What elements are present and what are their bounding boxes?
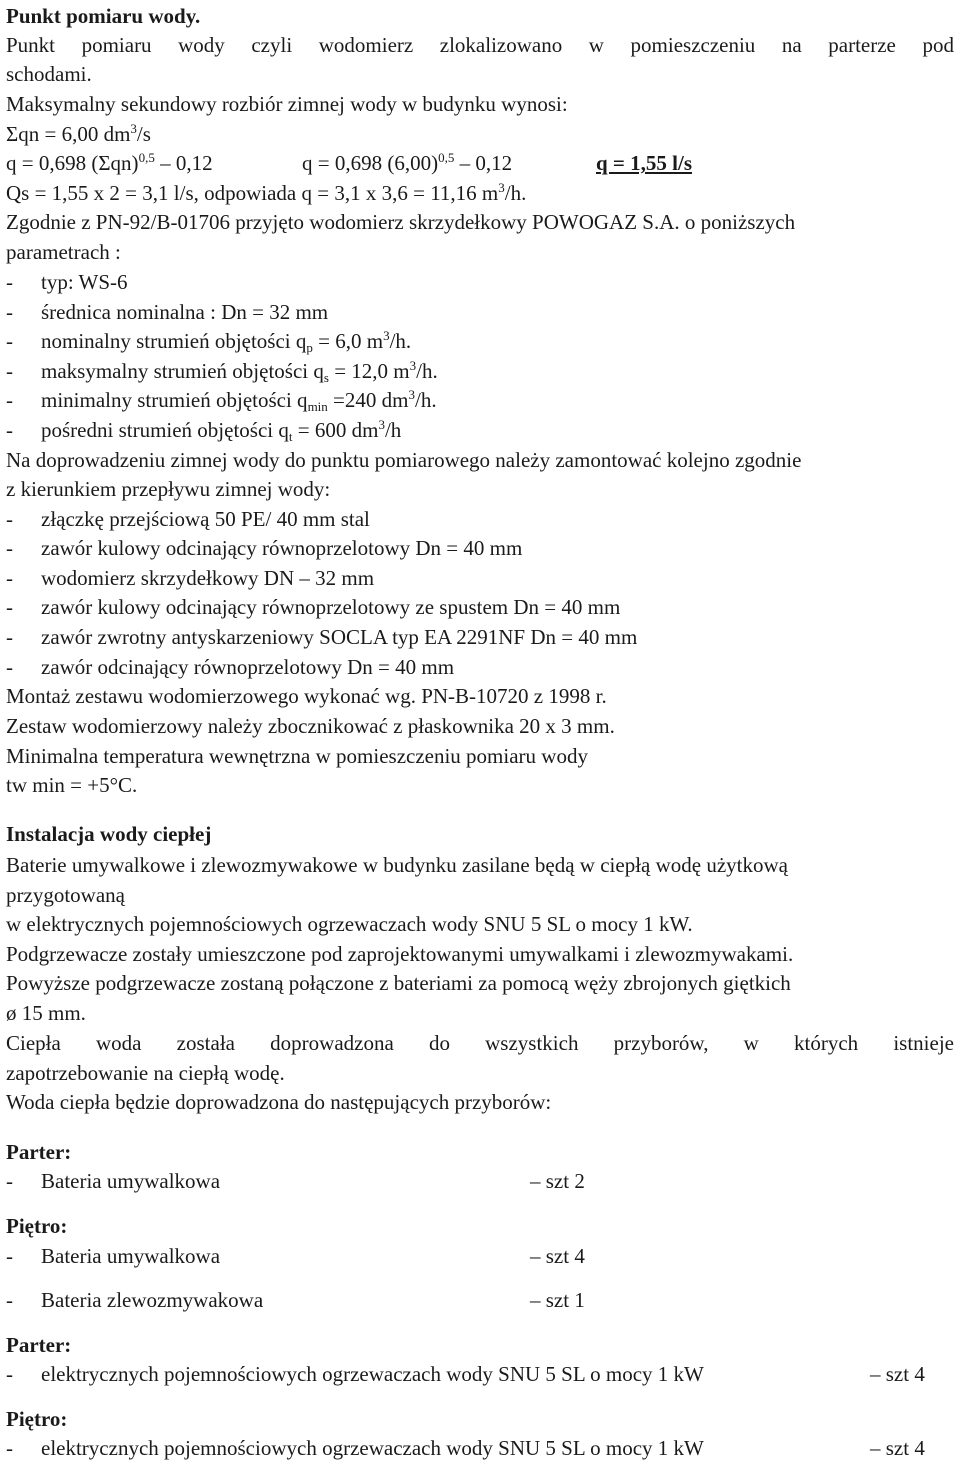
install-text: zawór kulowy odcinający równoprzelotowy ze spustem Dn = 40 mm — [41, 595, 621, 619]
formula-text: Σqn = 6,00 dm — [6, 122, 131, 146]
word: pomieszczeniu — [630, 33, 756, 57]
meter-spec-line-2: parametrach : — [6, 240, 121, 264]
list-dash: - — [6, 625, 13, 649]
word: wszystkich — [485, 1031, 579, 1055]
word: czyli — [251, 33, 293, 57]
unit: /h. — [504, 181, 527, 205]
mount-line: Montaż zestawu wodomierzowego wykonać wg. PN-B-10720 z 1998 r. — [6, 684, 607, 708]
word: pod — [922, 33, 954, 57]
list-dash: - — [6, 1436, 13, 1460]
fixture-qty: – szt 4 — [530, 1244, 585, 1268]
heaters-para: Podgrzewacze zostały umieszczone pod zaprojektowanymi umywalkami i zlewozmywakami. — [6, 942, 794, 966]
word: w — [588, 33, 604, 57]
fixture-qty: – szt 4 — [870, 1362, 925, 1386]
install-text: zawór zwrotny antyskarzeniowy SOCLA typ EA 2291NF Dn = 40 mm — [41, 625, 638, 649]
list-dash: - — [6, 270, 13, 294]
max-flow-line: Maksymalny sekundowy rozbiór zimnej wody w budynku wynosi: — [6, 92, 568, 116]
unit: /s — [136, 122, 151, 146]
fixture-qty: – szt 4 — [870, 1436, 925, 1460]
supply-para-2: zapotrzebowanie na ciepłą wodę. — [6, 1061, 285, 1085]
fixtures-intro: Woda ciepła będzie doprowadzona do następujących przyborów: — [6, 1090, 552, 1114]
supply-para — [6, 1029, 954, 1057]
install-text: zawór odcinający równoprzelotowy Dn = 40 mm — [41, 655, 455, 679]
param-item — [6, 416, 401, 444]
ground-line: Zestaw wodomierzowy należy zbocznikować z płaskownika 20 x 3 mm. — [6, 714, 615, 738]
temp-line: Minimalna temperatura wewnętrzna w pomieszczeniu pomiaru wody — [6, 744, 588, 768]
word: na — [781, 33, 802, 57]
install-item — [6, 564, 374, 592]
floor-heading-upper: Piętro: — [6, 1214, 68, 1238]
param-text: typ: WS-6 — [41, 270, 128, 294]
formula-general — [6, 149, 213, 177]
param-item — [6, 386, 437, 414]
word: parterze — [828, 33, 896, 57]
connection-para-2: ø 15 mm. — [6, 1001, 86, 1025]
install-text: złączkę przejściową 50 PE/ 40 mm stal — [41, 507, 370, 531]
list-dash: - — [6, 300, 13, 324]
install-text: zawór kulowy odcinający równoprzelotowy Dn = 40 mm — [41, 536, 523, 560]
param-item — [6, 268, 128, 296]
fixture-name: Bateria umywalkowa — [41, 1244, 221, 1268]
formula-substituted — [302, 149, 512, 177]
hot-water-para: Baterie umywalkowe i zlewozmywakowe w budynku zasilane będą w ciepłą wodę użytkową — [6, 853, 788, 877]
word: do — [428, 1031, 450, 1055]
install-order-line: Na doprowadzeniu zimnej wody do punktu pomiarowego należy zamontować kolejno zgodnie — [6, 448, 802, 472]
word: Punkt — [6, 33, 56, 57]
param-text: pośredni strumień objętości $q_t = 600$ $dm^3/h$ — [41, 417, 402, 444]
list-dash: - — [6, 655, 13, 679]
word: przyborów, — [613, 1031, 709, 1055]
list-dash: - — [6, 507, 13, 531]
hot-water-para-3: w elektrycznych pojemnościowych ogrzewaczach wody SNU 5 SL o mocy 1 kW. — [6, 912, 693, 936]
word: których — [794, 1031, 859, 1055]
install-item — [6, 653, 454, 681]
param-item — [6, 327, 411, 355]
list-dash: - — [6, 1362, 13, 1386]
temp-line-2: tw min = +5°C. — [6, 773, 138, 797]
fixture-qty: – szt 1 — [530, 1288, 585, 1312]
list-dash: - — [6, 388, 13, 412]
param-text: maksymalny strumień objętości $q_s = 12,0$ $m^3/h$. — [41, 358, 438, 385]
intro-line-2: schodami. — [6, 62, 92, 86]
list-dash: - — [6, 359, 13, 383]
section-heading-hot-water: Instalacja wody ciepłej — [6, 822, 212, 846]
floor-heading-ground: Parter: — [6, 1140, 72, 1164]
list-dash: - — [6, 1288, 13, 1312]
install-item — [6, 623, 637, 651]
fixture-qty: – szt 2 — [530, 1169, 585, 1193]
word: pomiaru — [81, 33, 152, 57]
qs-text: Qs = 1,55 x 2 = 3,1 l/s, odpowiada q = 3,1 x 3,6 = 11,16 m — [6, 181, 499, 205]
install-item — [6, 505, 370, 533]
word: istnieje — [893, 1031, 954, 1055]
word: wody — [178, 33, 225, 57]
param-item — [6, 357, 438, 385]
section-heading-meter-point: Punkt pomiaru wody. — [6, 4, 201, 28]
list-dash: - — [6, 1244, 13, 1268]
fixture-name: elektrycznych pojemnościowych ogrzewaczach wody SNU 5 SL o mocy 1 kW — [41, 1436, 704, 1460]
install-order-line-2: z kierunkiem przepływu zimnej wody: — [6, 477, 331, 501]
word: wodomierz — [318, 33, 414, 57]
formula-result: q = 1,55 l/s — [596, 151, 692, 175]
exponent: 0,5 — [138, 150, 155, 165]
list-dash: - — [6, 566, 13, 590]
intro-line — [6, 31, 954, 59]
word: doprowadzona — [270, 1031, 394, 1055]
param-text: nominalny strumień objętości $q_p = 6,0$ $m^3/h$. — [41, 328, 412, 355]
list-dash: - — [6, 1169, 13, 1193]
word: Ciepła — [6, 1031, 61, 1055]
formula-part: q = 0,698 (6,00) — [302, 151, 439, 175]
fixture-name: Bateria umywalkowa — [41, 1169, 221, 1193]
install-item — [6, 534, 522, 562]
param-text: średnica nominalna : Dn = 32 mm — [41, 300, 329, 324]
word: została — [176, 1031, 235, 1055]
install-text: wodomierz skrzydełkowy DN – 32 mm — [41, 566, 375, 590]
exponent: 0,5 — [438, 150, 455, 165]
exponent: 3 — [130, 121, 137, 136]
formula-part: – 0,12 — [160, 151, 213, 175]
list-dash: - — [6, 536, 13, 560]
list-dash: - — [6, 595, 13, 619]
param-text: minimalny strumień objętości $q_{min} =240$ $dm^3/h$. — [41, 387, 437, 414]
formula-part: – 0,12 — [459, 151, 513, 175]
floor-heading-ground-2: Parter: — [6, 1333, 72, 1357]
sum-qn-formula — [6, 120, 151, 148]
word: woda — [96, 1031, 142, 1055]
qs-line — [6, 179, 526, 207]
exponent: 3 — [498, 180, 505, 195]
install-item — [6, 593, 620, 621]
word: w — [743, 1031, 759, 1055]
word: zlokalizowano — [439, 33, 563, 57]
fixture-name: Bateria zlewozmywakowa — [41, 1288, 264, 1312]
list-dash: - — [6, 329, 13, 353]
fixture-name: elektrycznych pojemnościowych ogrzewaczach wody SNU 5 SL o mocy 1 kW — [41, 1362, 704, 1386]
meter-spec-line: Zgodnie z PN-92/B-01706 przyjęto wodomierz skrzydełkowy POWOGAZ S.A. o poniższych — [6, 210, 796, 234]
param-item — [6, 298, 328, 326]
hot-water-para-2: przygotowaną — [6, 883, 125, 907]
formula-part: q = 0,698 (Σqn) — [6, 151, 139, 175]
connection-para: Powyższe podgrzewacze zostaną połączone z bateriami za pomocą węży zbrojonych giętkich — [6, 971, 791, 995]
floor-heading-upper-2: Piętro: — [6, 1407, 68, 1431]
list-dash: - — [6, 418, 13, 442]
